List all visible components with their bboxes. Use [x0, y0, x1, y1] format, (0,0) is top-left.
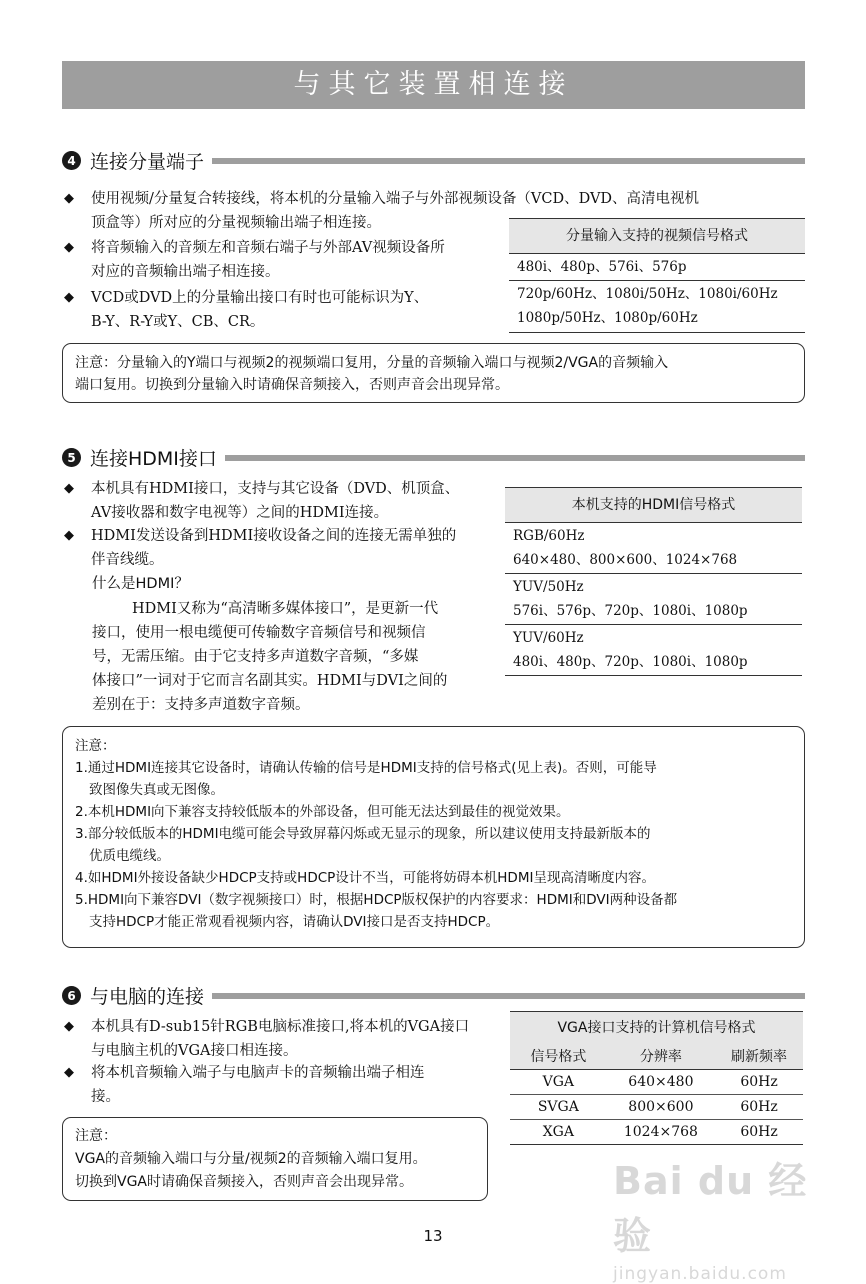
table-row: XGA 1024×768 60Hz — [510, 1119, 803, 1144]
baidu-watermark — [613, 1150, 823, 1284]
section-6-heading — [62, 982, 805, 1009]
diamond-bullet-icon: ◆ — [64, 240, 74, 255]
bullet-item: ◆ 本机具有D-sub15针RGB电脑标准接口,将本机的VGA接口 与电脑主机的VGA接口相连接。 — [64, 1015, 504, 1063]
table-row: RGB/60Hz 640×480、800×600、1024×768 — [505, 523, 802, 574]
section-number-5: 5 — [62, 448, 81, 467]
note-item: 1.通过HDMI连接其它设备时，请确认传输的信号是HDMI支持的信号格式(见上表)。否则，可能导 致图像失真或无图像。 — [75, 760, 657, 798]
page-number: 13 — [423, 1227, 443, 1245]
diamond-bullet-icon: ◆ — [64, 1019, 74, 1034]
bullet-item: ◆ 使用视频/分量复合转接线，将本机的分量输入端子与外部视频设备（VCD、DVD、高清电视机 顶盒等）所对应的分量视频输出端子相连接。 — [64, 187, 804, 235]
diamond-bullet-icon: ◆ — [64, 290, 74, 305]
section-5-heading — [62, 444, 805, 471]
watermark-url: jingyan.baidu.com — [613, 1264, 787, 1284]
watermark-brand: Bai du 经验 — [613, 1159, 808, 1258]
note-item: 5.HDMI向下兼容DVI（数字视频接口）时，根据HDCP版权保护的内容要求：HDMI和DVI两种设备都 支持HDCP才能正常观看视频内容，请确认DVI接口是否支持HDCP。 — [75, 892, 678, 930]
bullet-item: ◆ VCD或DVD上的分量输出接口有时也可能标识为Y、 B-Y、R-Y或Y、CB、CR。 — [64, 286, 504, 334]
column-header: 分辨率 — [639, 1049, 682, 1066]
section-rule — [225, 455, 805, 461]
section-number-4: 4 — [62, 151, 81, 170]
note-item: 2.本机HDMI向下兼容支持较低版本的外部设备，但可能无法达到最佳的视觉效果。 — [75, 804, 570, 820]
bullet-item: ◆ HDMI发送设备到HDMI接收设备之间的连接无需单独的 伴音线缆。 — [64, 524, 504, 572]
table-row: YUV/60Hz 480i、480p、720p、1080i、1080p — [505, 625, 802, 676]
column-header: 刷新频率 — [731, 1049, 788, 1066]
bullet-item: ◆ 将音频输入的音频左和音频右端子与外部AV视频设备所 对应的音频输出端子相连接。 — [64, 236, 504, 284]
page-title: 与其它装置相连接 — [293, 69, 574, 100]
section-4-title: 连接分量端子 — [90, 151, 205, 173]
bullet-item: ◆ 本机具有HDMI接口，支持与其它设备（DVD、机顶盒、 AV接收器和数字电视等）之间的HDMI连接。 — [64, 477, 504, 525]
section-4-heading — [62, 147, 805, 174]
section-rule — [212, 158, 805, 164]
table-row: 720p/60Hz、1080i/50Hz、1080i/60Hz 1080p/50Hz、1080p/60Hz — [509, 281, 805, 333]
section-5-title: 连接HDMI接口 — [90, 448, 217, 470]
table-header: VGA接口支持的计算机信号格式 — [510, 1011, 803, 1044]
hdmi-note-box — [62, 726, 805, 948]
hdmi-format-table — [505, 487, 802, 676]
diamond-bullet-icon: ◆ — [64, 1065, 74, 1080]
what-is-hdmi-body: HDMI又称为“高清晰多媒体接口”，是更新一代 接口，使用一根电缆便可传输数字音频信号和视频信 号，无需压缩。由于它支持多声道数字音频，“多媒 体接口”一词对于它而言名副其实。HDMI与DVI之间的 差别在于：支持多声道数字音频。 — [92, 601, 448, 713]
note-item: 4.如HDMI外接设备缺少HDCP支持或HDCP设计不当，可能将妨碍本机HDMI呈现高清晰度内容。 — [75, 870, 655, 886]
column-header: 信号格式 — [530, 1049, 587, 1066]
note-title: 注意： — [75, 1128, 117, 1144]
note-title: 注意： — [75, 738, 116, 754]
diamond-bullet-icon: ◆ — [64, 528, 74, 543]
section-rule — [212, 993, 805, 999]
what-is-hdmi-title: 什么是HDMI？ — [92, 576, 189, 592]
table-header: 本机支持的HDMI信号格式 — [505, 487, 802, 523]
vga-format-table — [510, 1011, 803, 1145]
section-number-6: 6 — [62, 986, 81, 1005]
table-row: 480i、480p、576i、576p — [509, 254, 805, 281]
table-header-row — [510, 1044, 803, 1069]
table-row: SVGA 800×600 60Hz — [510, 1094, 803, 1119]
table-header: 分量输入支持的视频信号格式 — [509, 218, 805, 254]
table-row: VGA 640×480 60Hz — [510, 1069, 803, 1094]
diamond-bullet-icon: ◆ — [64, 191, 74, 206]
vga-note-box: 注意： VGA的音频输入端口与分量/视频2的音频输入端口复用。 切换到VGA时请确保音频接入，否则声音会出现异常。 — [62, 1117, 488, 1201]
note-item: 3.部分较低版本的HDMI电缆可能会导致屏幕闪烁或无显示的现象，所以建议使用支持最新版本的 优质电缆线。 — [75, 826, 651, 864]
bullet-item: ◆ 将本机音频输入端子与电脑声卡的音频输出端子相连 接。 — [64, 1061, 504, 1109]
component-format-table — [509, 218, 805, 333]
section-6-title: 与电脑的连接 — [90, 986, 205, 1008]
note-box: 注意：分量输入的Y端口与视频2的视频端口复用，分量的音频输入端口与视频2/VGA的音频输入 端口复用。切换到分量输入时请确保音频接入，否则声音会出现异常。 — [62, 343, 805, 403]
diamond-bullet-icon: ◆ — [64, 481, 74, 496]
table-row: YUV/50Hz 576i、576p、720p、1080i、1080p — [505, 574, 802, 625]
